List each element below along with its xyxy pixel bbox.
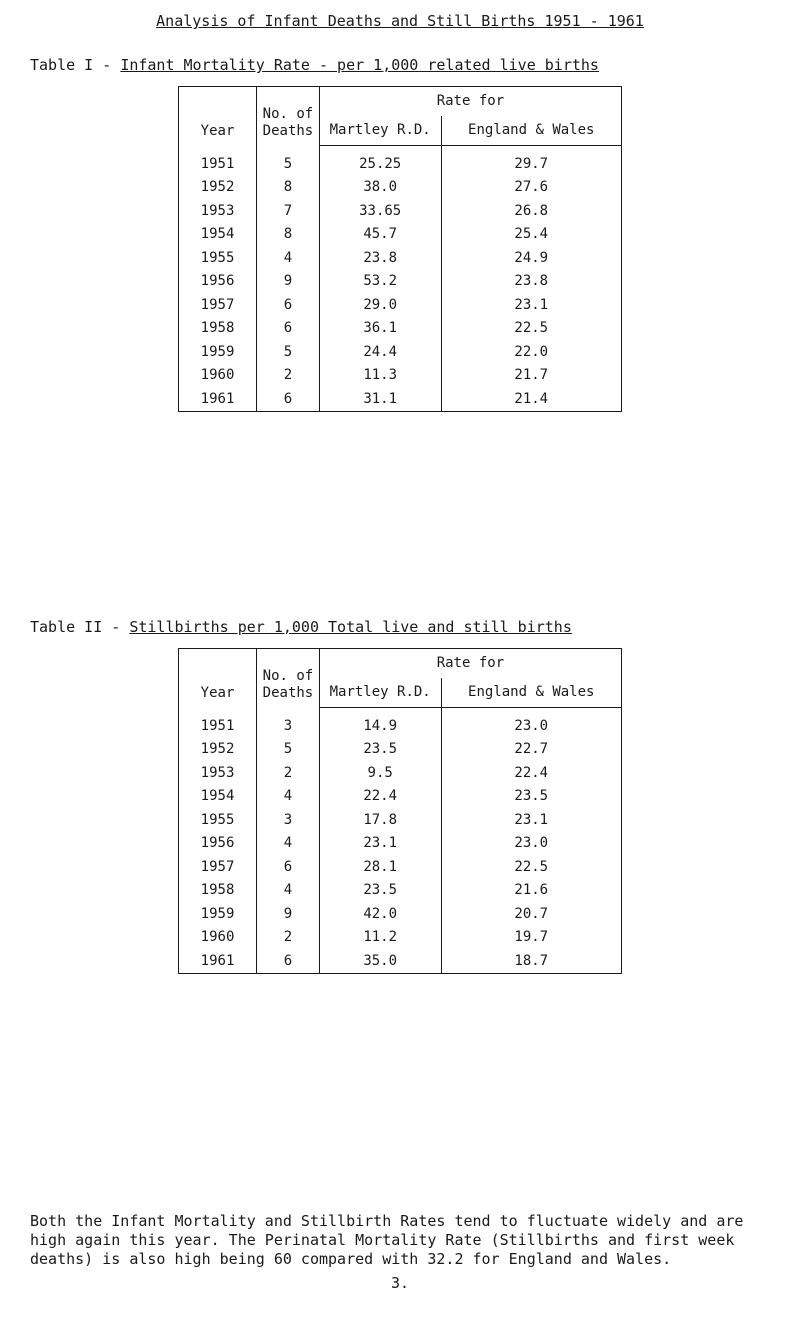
year-cell: 1955 bbox=[179, 808, 257, 832]
table-row bbox=[179, 902, 622, 926]
martley-rate-cell: 14.9 bbox=[319, 708, 441, 738]
england-wales-rate-cell: 22.5 bbox=[441, 317, 621, 341]
table-row bbox=[179, 808, 622, 832]
england-wales-rate-cell: 23.1 bbox=[441, 808, 621, 832]
england-wales-rate-cell: 25.4 bbox=[441, 223, 621, 247]
england-wales-rate-cell: 21.6 bbox=[441, 879, 621, 903]
deaths-cell: 2 bbox=[257, 761, 320, 785]
year-cell: 1956 bbox=[179, 270, 257, 294]
martley-rate-cell: 23.5 bbox=[319, 738, 441, 762]
year-cell: 1960 bbox=[179, 364, 257, 388]
year-cell: 1961 bbox=[179, 387, 257, 411]
table-row bbox=[179, 223, 622, 247]
deaths-cell: 2 bbox=[257, 364, 320, 388]
martley-rate-cell: 22.4 bbox=[319, 785, 441, 809]
table-row bbox=[179, 949, 622, 973]
table-1-label: Table I bbox=[30, 56, 94, 74]
table-row bbox=[179, 855, 622, 879]
england-wales-rate-cell: 23.1 bbox=[441, 293, 621, 317]
deaths-cell: 9 bbox=[257, 270, 320, 294]
england-wales-rate-cell: 23.8 bbox=[441, 270, 621, 294]
martley-rate-cell: 45.7 bbox=[319, 223, 441, 247]
page-number: 3. bbox=[390, 1274, 410, 1292]
england-wales-rate-cell: 26.8 bbox=[441, 199, 621, 223]
table-1-caption bbox=[30, 56, 599, 74]
stillbirths-table bbox=[178, 648, 622, 974]
deaths-cell: 5 bbox=[257, 146, 320, 176]
deaths-column-header: No. of Deaths bbox=[257, 649, 320, 708]
england-wales-column-header: England & Wales bbox=[441, 116, 621, 146]
england-wales-rate-cell: 27.6 bbox=[441, 176, 621, 200]
table-row bbox=[179, 340, 622, 364]
table-row bbox=[179, 246, 622, 270]
deaths-cell: 7 bbox=[257, 199, 320, 223]
table-header-row bbox=[179, 649, 622, 679]
table-row bbox=[179, 708, 622, 738]
england-wales-rate-cell: 22.7 bbox=[441, 738, 621, 762]
table-body bbox=[179, 146, 622, 412]
england-wales-rate-cell: 23.0 bbox=[441, 708, 621, 738]
martley-rate-cell: 23.5 bbox=[319, 879, 441, 903]
table-row bbox=[179, 293, 622, 317]
deaths-cell: 6 bbox=[257, 949, 320, 973]
deaths-cell: 4 bbox=[257, 246, 320, 270]
martley-rate-cell: 35.0 bbox=[319, 949, 441, 973]
year-cell: 1961 bbox=[179, 949, 257, 973]
table-row bbox=[179, 199, 622, 223]
year-cell: 1960 bbox=[179, 926, 257, 950]
martley-rate-cell: 17.8 bbox=[319, 808, 441, 832]
year-column-header: Year bbox=[179, 649, 257, 708]
deaths-cell: 9 bbox=[257, 902, 320, 926]
table-row bbox=[179, 146, 622, 176]
martley-rate-cell: 11.2 bbox=[319, 926, 441, 950]
year-cell: 1958 bbox=[179, 879, 257, 903]
infant-mortality-table bbox=[178, 86, 622, 412]
table-row bbox=[179, 387, 622, 411]
martley-rate-cell: 23.1 bbox=[319, 832, 441, 856]
table-row bbox=[179, 270, 622, 294]
england-wales-rate-cell: 23.0 bbox=[441, 832, 621, 856]
deaths-cell: 8 bbox=[257, 223, 320, 247]
martley-column-header: Martley R.D. bbox=[319, 116, 441, 146]
deaths-cell: 6 bbox=[257, 317, 320, 341]
table-2-separator: - bbox=[111, 618, 121, 636]
martley-rate-cell: 33.65 bbox=[319, 199, 441, 223]
summary-paragraph: Both the Infant Mortality and Stillbirth Rates tend to fluctuate widely and are high again this year. The Perinatal Mortality Rate (Stillbirths and first week deaths) is also high being 60 compared with 32.2 for England and Wales. bbox=[30, 1212, 744, 1268]
table-row bbox=[179, 364, 622, 388]
table-row bbox=[179, 879, 622, 903]
england-wales-rate-cell: 21.4 bbox=[441, 387, 621, 411]
deaths-cell: 6 bbox=[257, 387, 320, 411]
table-row bbox=[179, 832, 622, 856]
martley-rate-cell: 36.1 bbox=[319, 317, 441, 341]
year-cell: 1957 bbox=[179, 855, 257, 879]
deaths-cell: 6 bbox=[257, 855, 320, 879]
martley-rate-cell: 25.25 bbox=[319, 146, 441, 176]
year-cell: 1954 bbox=[179, 223, 257, 247]
table-row bbox=[179, 176, 622, 200]
table-1-separator: - bbox=[102, 56, 112, 74]
table-header-row bbox=[179, 87, 622, 117]
year-column-header: Year bbox=[179, 87, 257, 146]
martley-rate-cell: 11.3 bbox=[319, 364, 441, 388]
martley-rate-cell: 53.2 bbox=[319, 270, 441, 294]
england-wales-rate-cell: 23.5 bbox=[441, 785, 621, 809]
rate-for-header: Rate for bbox=[319, 87, 621, 117]
year-cell: 1955 bbox=[179, 246, 257, 270]
england-wales-rate-cell: 18.7 bbox=[441, 949, 621, 973]
year-cell: 1956 bbox=[179, 832, 257, 856]
page-heading: Analysis of Infant Deaths and Still Births 1951 - 1961 bbox=[156, 12, 644, 30]
year-cell: 1951 bbox=[179, 708, 257, 738]
table-2-label: Table II bbox=[30, 618, 103, 636]
year-cell: 1953 bbox=[179, 761, 257, 785]
year-cell: 1958 bbox=[179, 317, 257, 341]
martley-rate-cell: 23.8 bbox=[319, 246, 441, 270]
deaths-cell: 3 bbox=[257, 708, 320, 738]
table-2-caption bbox=[30, 618, 572, 636]
england-wales-rate-cell: 22.5 bbox=[441, 855, 621, 879]
martley-rate-cell: 42.0 bbox=[319, 902, 441, 926]
england-wales-rate-cell: 24.9 bbox=[441, 246, 621, 270]
table-row bbox=[179, 926, 622, 950]
deaths-column-header: No. of Deaths bbox=[257, 87, 320, 146]
table-1-title: Infant Mortality Rate - per 1,000 related live births bbox=[120, 56, 599, 74]
year-cell: 1953 bbox=[179, 199, 257, 223]
martley-column-header: Martley R.D. bbox=[319, 678, 441, 708]
deaths-cell: 2 bbox=[257, 926, 320, 950]
martley-rate-cell: 31.1 bbox=[319, 387, 441, 411]
table-row bbox=[179, 785, 622, 809]
england-wales-rate-cell: 21.7 bbox=[441, 364, 621, 388]
table-row bbox=[179, 761, 622, 785]
year-cell: 1954 bbox=[179, 785, 257, 809]
martley-rate-cell: 29.0 bbox=[319, 293, 441, 317]
year-cell: 1957 bbox=[179, 293, 257, 317]
table-row bbox=[179, 738, 622, 762]
england-wales-column-header: England & Wales bbox=[441, 678, 621, 708]
year-cell: 1951 bbox=[179, 146, 257, 176]
martley-rate-cell: 28.1 bbox=[319, 855, 441, 879]
martley-rate-cell: 38.0 bbox=[319, 176, 441, 200]
deaths-cell: 4 bbox=[257, 785, 320, 809]
deaths-cell: 5 bbox=[257, 340, 320, 364]
deaths-cell: 5 bbox=[257, 738, 320, 762]
martley-rate-cell: 24.4 bbox=[319, 340, 441, 364]
deaths-cell: 4 bbox=[257, 879, 320, 903]
year-cell: 1952 bbox=[179, 176, 257, 200]
england-wales-rate-cell: 22.4 bbox=[441, 761, 621, 785]
year-cell: 1959 bbox=[179, 902, 257, 926]
deaths-cell: 6 bbox=[257, 293, 320, 317]
deaths-cell: 8 bbox=[257, 176, 320, 200]
england-wales-rate-cell: 29.7 bbox=[441, 146, 621, 176]
martley-rate-cell: 9.5 bbox=[319, 761, 441, 785]
england-wales-rate-cell: 20.7 bbox=[441, 902, 621, 926]
england-wales-rate-cell: 22.0 bbox=[441, 340, 621, 364]
england-wales-rate-cell: 19.7 bbox=[441, 926, 621, 950]
table-row bbox=[179, 317, 622, 341]
year-cell: 1959 bbox=[179, 340, 257, 364]
year-cell: 1952 bbox=[179, 738, 257, 762]
deaths-cell: 4 bbox=[257, 832, 320, 856]
table-2-title: Stillbirths per 1,000 Total live and still births bbox=[129, 618, 572, 636]
deaths-cell: 3 bbox=[257, 808, 320, 832]
table-body bbox=[179, 708, 622, 974]
rate-for-header: Rate for bbox=[319, 649, 621, 679]
